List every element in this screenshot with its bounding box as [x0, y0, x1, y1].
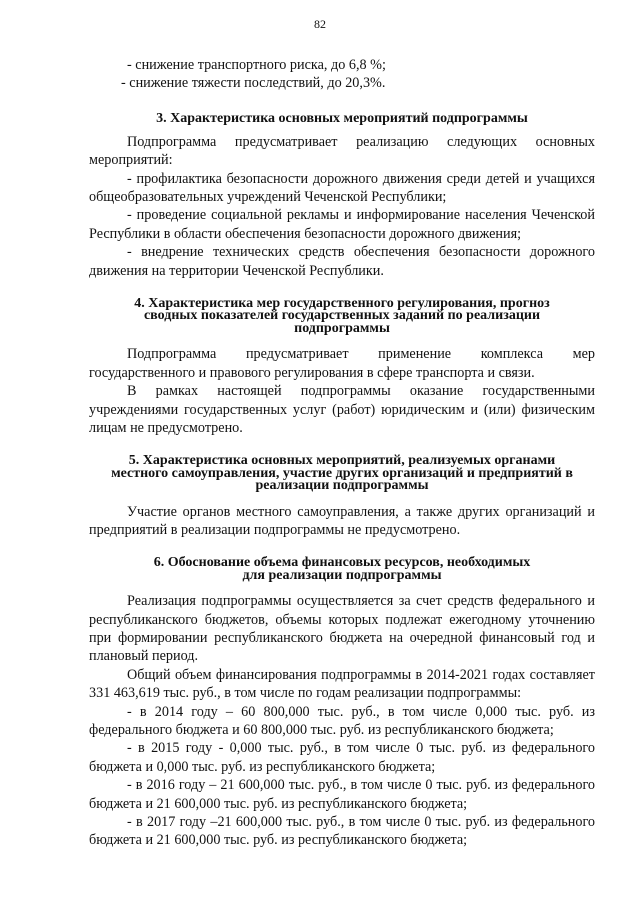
section3-paragraph-2: - профилактика безопасности дорожного движения среди детей и учащихся общеобразовательных учреждений Чеченской Республики;: [89, 170, 595, 206]
intro-line-1: - снижение транспортного риска, до 6,8 %;: [127, 57, 386, 73]
section5-title-line-2: местного самоуправления, участие других организаций и предприятий в: [111, 465, 573, 481]
section4-title-line-1: 4. Характеристика мер государственного регулирования, прогноз: [134, 296, 550, 312]
section6-paragraph-4: - в 2015 году - 0,000 тыс. руб., в том числе 0 тыс. руб. из федерального бюджета и 0,000 тыс. руб. из республиканского бюджета;: [89, 740, 595, 775]
intro-line-2: - снижение тяжести последствий, до 20,3%.: [121, 75, 386, 92]
section6-title-line-1: 6. Обоснование объема финансовых ресурсов, необходимых: [153, 555, 531, 571]
section5-title-line-1: 5. Характеристика основных мероприятий, реализуемых органами: [128, 453, 556, 469]
section4-paragraph-1: Подпрограмма предусматривает применение комплекса мер государственного и правового регулирования в сфере транспорта и связи.: [89, 346, 595, 381]
page-number: 82: [314, 17, 326, 31]
section6-title-line-2: для реализации подпрограммы: [242, 567, 442, 583]
section5-title-line-3: реализации подпрограммы: [255, 478, 429, 494]
section4-title-line-2: сводных показателей государственных заданий по реализации: [143, 308, 541, 324]
section3-paragraph-1: Подпрограмма предусматривает реализацию следующих основных мероприятий:: [89, 133, 595, 169]
section6-paragraph-6: - в 2017 году –21 600,000 тыс. руб., в том числе 0 тыс. руб. из федерального бюджета и 21 600,000 тыс. руб. из республиканского бюджета;: [89, 814, 595, 849]
section4-title-line-3: подпрограммы: [294, 320, 390, 336]
section6-paragraph-2: Общий объем финансирования подпрограммы в 2014-2021 годах составляет 331 463,619 тыс. руб., в том числе по годам реализации подпрограммы:: [89, 666, 595, 702]
section4-paragraph-2: В рамках настоящей подпрограммы оказание государственными учреждениями государственных услуг (работ) юридическим и (или) физическим лицам не предусмотрено.: [89, 383, 595, 436]
section6-paragraph-1: Реализация подпрограммы осуществляется за счет средств федерального и республиканского бюджетов, объемы которых подлежат ежегодному уточнению при формировании республиканского бюджета на очередной финансовый год и плановый период.: [89, 593, 595, 665]
section6-title: [89, 557, 595, 582]
section5-paragraph-1: Участие органов местного самоуправления, а также других организаций и предприятий в реализации подпрограммы не предусмотрено.: [89, 503, 595, 538]
section3-paragraph-3: - проведение социальной рекламы и информирование населения Чеченской Республики в области обеспечения безопасности дорожного движения;: [89, 207, 595, 242]
section6-paragraph-3: - в 2014 году – 60 800,000 тыс. руб., в том числе 0,000 тыс. руб. из федерального бюджета и 60 800,000 тыс. руб. из республиканского бюджета;: [89, 703, 595, 738]
page-content: [89, 56, 595, 850]
section5-title: [89, 455, 595, 492]
section6-paragraph-5: - в 2016 году – 21 600,000 тыс. руб., в том числе 0 тыс. руб. из федерального бюджета и 21 600,000 тыс. руб. из республиканского бюджета;: [89, 777, 595, 812]
section4-title: [89, 298, 595, 335]
section3-paragraph-4: - внедрение технических средств обеспечения безопасности дорожного движения на территории Чеченской Республики.: [89, 244, 595, 279]
section3-title: 3. Характеристика основных мероприятий подпрограммы: [156, 110, 528, 126]
